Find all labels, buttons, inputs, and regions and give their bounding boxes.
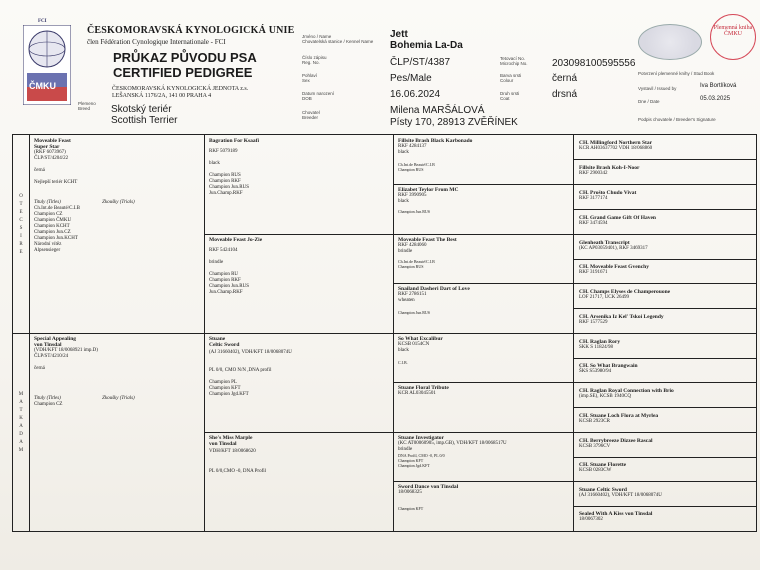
gen3-name: Stuane Investigator [398,435,444,441]
gen4-cell [579,190,754,210]
gen4-name: Sealed With A Kiss von Tinsdal [579,511,653,517]
gen4-cell [579,413,754,433]
red-stamp-text: Plemenná kniha ČMKU [713,25,753,37]
dog-chip: 203098100595556 [552,58,636,69]
sire-side-label: O T E C S I R E [19,194,23,255]
signature-label: Podpis chovatele / Breeder's Signature [638,117,716,122]
gen3-color: black [398,150,409,155]
gen4-name: CH. Grand Game Gift Of Haven [579,215,656,221]
gen2-name: She's Miss Marple von Tinsdal [209,435,253,447]
gen3-cell [398,385,570,429]
gen2-cell [209,336,389,430]
gen2-color: black [209,161,220,166]
gen3-titles: DNA Profil, CMO -0, PL 0/0 Champion KFT Champion Jgd.KFT [398,453,445,468]
gen4-cell [579,264,754,284]
gen3-name: Snailand Dasheri Dart of Love [398,286,470,292]
gen4-reg: RKF 2900342 [579,171,608,176]
dam-titles: Champion CZ [34,402,63,407]
gen3-cell [398,138,570,182]
gen4-name: CH. Champs Elyses de Champerouone [579,289,671,295]
gen4-name: CH. Moveable Feast Gvenchy [579,264,649,270]
gen3-cell [398,286,570,330]
breed-en: Scottish Terrier [111,115,178,126]
gen3-titles: C.I.B. [398,360,408,365]
gen3-cell [398,237,570,281]
fci-logo-icon [23,25,71,105]
dam-color: černá [34,366,45,371]
gen2-titles: PL 0/0, CMO N/N ,DNA profil Champion PL Champion KFT Champion Jgd.KFT [209,368,272,397]
gen4-reg: ŠKS S53980/94 [579,369,612,374]
dog-color: černá [552,73,578,84]
sire-titles-label: Tituly (Titles) [34,200,61,205]
dam-cell [34,336,199,528]
gen3-titles: Champion Jun.RUS [398,310,431,315]
gen3-titles: Champion KFT [398,506,424,511]
gen4-reg: RKF 3177174 [579,196,608,201]
gen4-reg: RKF 3191671 [579,270,608,275]
gen2-cell [209,237,389,331]
dog-name1: Jett [390,29,408,40]
gen2-titles: Champion RU Champion RKF Champion Jun.RUS Jun.Champ.RKF [209,272,250,295]
org-name: ČESKOMORAVSKÁ KYNOLOGICKÁ UNIE [87,25,295,36]
gen4-cell [579,289,754,309]
gen3-reg: KCR AL03045501 [398,391,436,396]
gen4-reg: KCSB 2923CR [579,419,610,424]
gen3-name: Moveable Feast The Best [398,237,457,243]
gen3-name: So What Excalibur [398,336,443,342]
dam-side-label: M A T K A D A M [18,392,24,453]
chip-label: Tetovací No. Microchip No. [500,56,528,66]
gen3-reg: RKF 2786151 [398,292,427,297]
color-label: Barva srsti Colour [500,73,522,83]
dog-reg: ČLP/ST/4387 [390,57,451,68]
confirm-label: Potvrzení plemenné knihy / Stud Book [638,71,715,76]
assoc-line1: ČESKOMORAVSKÁ KYNOLOGICKÁ JEDNOTA z.s. [112,86,249,92]
gen4-name: CH. Arsenika Iz Kel' Tskoi Legendy [579,314,664,320]
issue-date: 05.03.2025 [700,96,731,102]
issued-label: Vystavil / Issued by [638,86,677,91]
assoc-line2: LEŠANSKÁ 1176/2A, 141 00 PRAHA 4 [112,93,212,99]
gen4-name: CH. Berrybreeze Dizzee Rascal [579,438,653,444]
gen3-color: black [398,348,409,353]
gen3-cell [398,484,570,528]
gen4-reg: RKF 1577529 [579,320,608,325]
org-member: člen Fédération Cynologique Internationale - FCI [87,38,226,46]
gen4-name: Stuane Celtic Sword [579,487,627,493]
sire-reg: (RKF 6073967) ČLP/ST/4204/22 [34,150,69,161]
gen3-reg: KCSB 0154CN [398,342,430,347]
gen4-reg: 18/0067302 [579,517,603,522]
gen2-color: brindle [209,260,224,265]
gen3-name: Sword Dance von Tinsdal [398,484,459,490]
gen2-reg: VDH/KFT 18/0068620 [209,449,256,454]
gen3-name: Stuane Floral Tribute [398,385,449,391]
gen3-color: brindle [398,249,413,254]
gen4-name: CH. Stuane Florette [579,462,627,468]
dog-sex: Pes/Male [390,73,432,84]
gen4-reg: (KC AP03059401), RKF 3469317 [579,246,648,251]
sex-label: Pohlaví Sex [302,73,318,83]
gen3-reg: (KC AT00060905, imp.GB), VDH/KFT 18/0068517U [398,441,507,446]
gen2-reg: (AJ 31660402), VDH/KFT 18/0068074U [209,350,292,355]
gen4-cell [579,314,754,334]
gen4-reg: (AJ 31660402), VDH/KFT 18/0068074U [579,493,662,498]
gen3-cell [398,435,570,479]
title-cz: PRŮKAZ PŮVODU PSA [113,50,257,65]
gen4-name: CH. Raglan Rory [579,339,621,345]
dob-label: Datum narození DOB [302,91,335,101]
gen4-name: Glenheath Transcript [579,240,630,246]
sire-cell [34,138,199,330]
gen2-name: Stuane Celtic Sword [209,336,240,348]
gen4-name: CH. Millingford Northern Star [579,140,653,146]
gen4-cell [579,511,754,530]
dog-dob: 16.06.2024 [390,89,441,100]
dog-coat: drsná [552,89,578,100]
breeder-name: Milena MARŠÁLOVÁ [390,105,485,116]
gen2-titles: PL 0/0,CMO -0, DNA Profil [209,469,267,474]
gen4-name: CH. So What Brangwain [579,363,638,369]
gen4-reg: KCSB 0283CW [579,468,612,473]
sire-color: černá [34,168,45,173]
logo-initials: ČMKU [29,81,56,91]
gen2-name: Moveable Feast Jo-Zie [209,237,263,243]
stamp-oval-icon [638,24,702,60]
gen4-cell [579,240,754,260]
breed-label: Plemeno Breed [78,101,96,111]
gen2-titles: Champion RUS Champion RKF Champion Jun.RUS Jun.Champ.RKF [209,173,250,196]
gen4-reg: KCR AH03637702 VDH 18/068860 [579,146,653,151]
gen4-cell [579,462,754,482]
issued-by: Iva Bortlíková [700,83,737,89]
gen4-reg: LOF 21717, UCK 26499 [579,295,630,300]
dog-name2: Bohemia La-Da [390,40,463,51]
gen4-reg: RKF 3474594 [579,221,608,226]
gen3-name: Fillsite Brash Black Karbonado [398,138,473,144]
gen2-cell [209,138,389,232]
gen3-reg: RKF 3990905 black [398,193,427,204]
coat-label: Druh srsti Coat [500,91,520,101]
dam-name: Special Appealing von Tinsdal [34,336,77,348]
reg-label: Číslo zápisu Reg. No. [302,55,327,65]
gen4-name: CH. Stuane Loch Flora at Myrlea [579,413,659,419]
sire-name: Moveable Feast Super Star [34,138,71,150]
name-label: Jméno / Name Chovatelská stanice / Kennel Name [302,34,374,44]
gen4-cell [579,215,754,235]
gen3-reg: RKF 4284060 [398,243,427,248]
gen4-reg: (imp.SE), KCSB 1940CQ [579,394,631,399]
sire-titles: Ch.Int.de Beauté/C.I.B Champion CZ Champion ČMKU Champion KCHT Champion Jun.CZ Champion Jun.KCHT Národní vítěz Alpsensieger [34,206,80,253]
logo-text: FCI [38,19,47,24]
gen4-cell [579,388,754,408]
pedigree-grid [12,134,757,532]
gen4-cell [579,363,754,383]
breeder-label: Chovatel Breeder [302,110,320,120]
gen4-name: Fillsite Brash Koh-I-Noor [579,165,640,171]
sire-note: Nejlepší teriér KCHT [34,180,78,185]
gen3-color: brindle [398,447,413,452]
gen4-reg: KCSB 3796CV [579,444,611,449]
gen4-reg: SKK S 11824/98 [579,345,613,350]
breeder-address: Písty 170, 28913 ZVĚŘÍNEK [390,117,518,128]
gen2-reg: RKF 5424104 [209,248,238,253]
gen2-reg: RKF 5079189 [209,149,238,154]
dam-titles-label: Tituly (Titles) [34,396,61,401]
gen4-cell [579,165,754,185]
gen3-reg: RKF 4284137 [398,144,427,149]
gen2-cell [209,435,389,529]
title-en: CERTIFIED PEDIGREE [113,65,253,80]
gen3-titles: Ch.Int.de Beauté/C.I.B Champion RUS [398,162,435,172]
gen2-name: Bagration For Ksaafi [209,138,260,144]
sire-tests-label: Zkoušky (Trials) [102,200,135,205]
gen3-reg: 18/0068325 [398,490,422,495]
gen3-titles: Champion Jun.RUS [398,209,431,214]
breed-cz: Skotský teriér [111,104,172,115]
gen4-name: CH. Proštо Chudo Vivat [579,190,637,196]
gen4-cell [579,438,754,458]
gen3-name: Elizabet Teylor From MC [398,187,459,193]
gen3-cell [398,187,570,231]
gen4-name: CH. Raglan Royal Connection with Brio [579,388,674,394]
gen4-cell [579,487,754,507]
gen3-color: wheaten [398,298,415,303]
dam-tests-label: Zkoušky (Trials) [102,396,135,401]
gen4-cell [579,339,754,359]
dam-reg: (VDH/KFT 18/0068921 imp.D) ČLP/ST/4210/24 [34,348,98,359]
gen3-titles: Ch.Int.de Beauté/C.I.B Champion RUS [398,259,435,269]
gen3-cell [398,336,570,380]
red-stamp-icon [710,14,756,60]
date-label: Dne / Date [638,99,660,104]
gen4-cell [579,140,754,160]
